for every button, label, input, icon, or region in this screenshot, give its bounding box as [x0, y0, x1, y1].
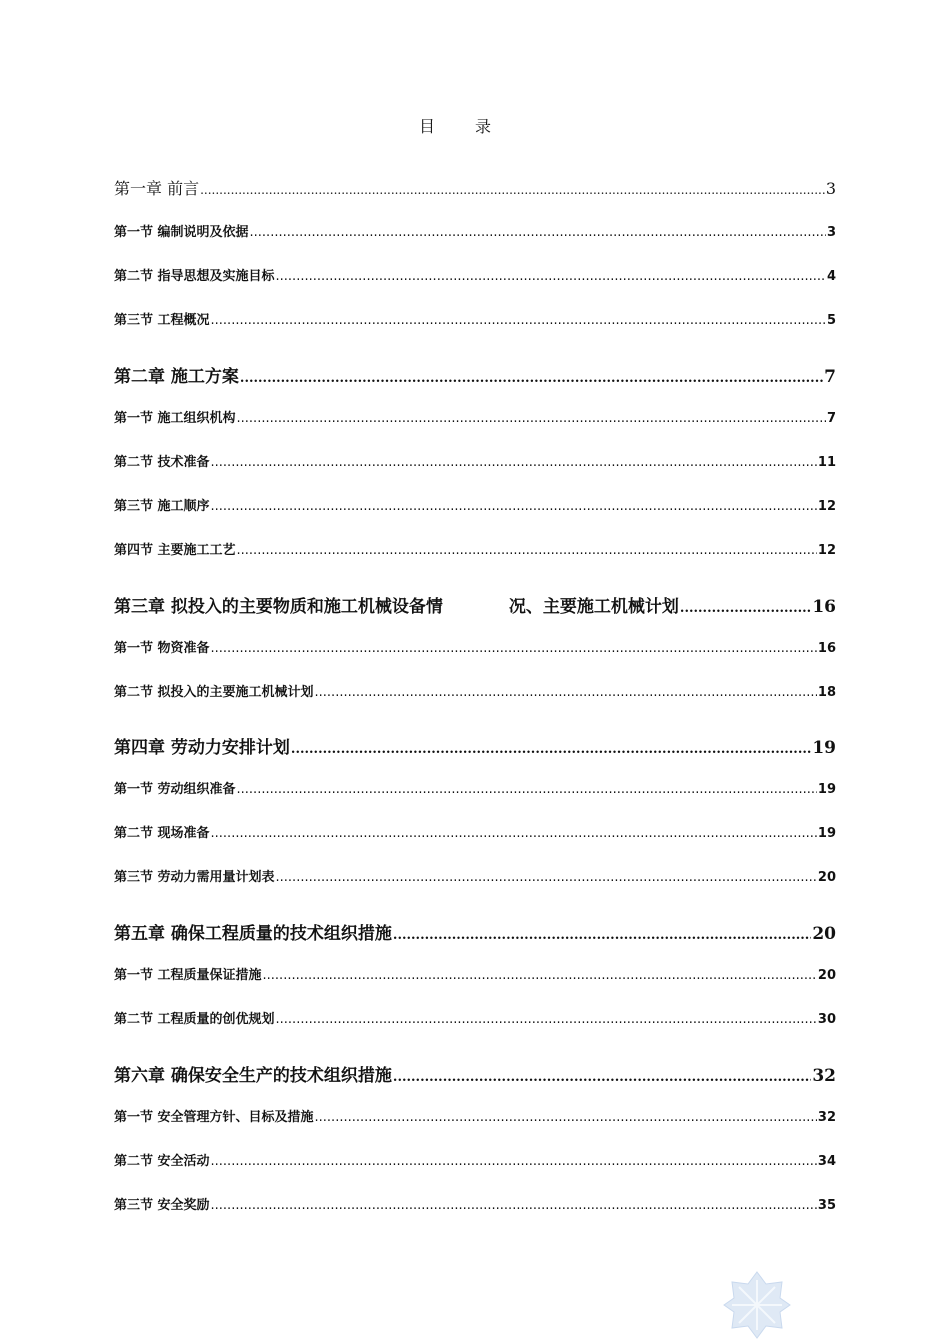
snowflake-watermark-icon [722, 1270, 792, 1340]
toc-entry-page: 12 [817, 499, 836, 514]
dot-leader [250, 225, 826, 240]
dot-leader [393, 1070, 811, 1085]
toc-entry[interactable] [114, 176, 836, 199]
dot-leader [237, 782, 817, 797]
toc-entry[interactable] [114, 637, 836, 656]
toc-entry-page: 19 [817, 782, 836, 797]
dot-leader [211, 826, 817, 841]
toc-entry[interactable] [114, 407, 836, 426]
dot-leader [680, 601, 811, 616]
dot-leader [240, 371, 823, 386]
toc-entry-label-part2: 况、主要施工机械计划 [508, 597, 679, 617]
toc-entry[interactable] [114, 733, 836, 758]
toc-entry-page: 20 [817, 870, 836, 885]
toc-entry-label: 第三节 施工顺序 [114, 499, 210, 514]
toc-entry-label: 第二章 施工方案 [114, 367, 239, 387]
toc-entry[interactable] [114, 919, 836, 944]
toc-entry-label: 第三节 工程概况 [114, 313, 210, 328]
toc-entry-label: 第二节 现场准备 [114, 826, 210, 841]
dot-leader [315, 685, 817, 700]
toc-entry-label: 第一节 物资准备 [114, 641, 210, 656]
toc-entry[interactable] [114, 778, 836, 797]
dot-leader [263, 968, 817, 983]
toc-entry[interactable] [114, 495, 836, 514]
toc-entry-label: 第一节 安全管理方针、目标及措施 [114, 1110, 314, 1125]
toc-entry-label: 第一节 工程质量保证措施 [114, 968, 262, 983]
toc-entry-page: 5 [826, 313, 836, 328]
toc-entry[interactable] [114, 866, 836, 885]
dot-leader [200, 183, 825, 197]
toc-entry-page: 30 [817, 1012, 836, 1027]
toc-entry-page: 32 [812, 1066, 836, 1086]
toc-entry-label: 第四节 主要施工工艺 [114, 543, 236, 558]
toc-entry-label: 第二节 拟投入的主要施工机械计划 [114, 685, 314, 700]
toc-entry-page: 3 [826, 225, 836, 240]
toc-entry-label: 第二节 工程质量的创优规划 [114, 1012, 275, 1027]
toc-entry[interactable] [114, 822, 836, 841]
toc-entry-label: 第三节 劳动力需用量计划表 [114, 870, 275, 885]
toc-entry[interactable] [114, 265, 836, 284]
dot-leader [211, 641, 817, 656]
toc-entry-label: 第一章 前言 [114, 179, 200, 198]
toc-entry-label: 第三节 安全奖励 [114, 1198, 210, 1213]
dot-leader [276, 1012, 817, 1027]
dot-leader [276, 870, 817, 885]
toc-entry[interactable] [114, 964, 836, 983]
toc-entry-page: 20 [812, 924, 836, 944]
toc-entry-page: 18 [817, 685, 836, 700]
toc-entry-page: 11 [817, 455, 836, 470]
toc-entry[interactable] [114, 221, 836, 240]
toc-entry-label: 第一节 劳动组织准备 [114, 782, 236, 797]
toc-entry-label: 第五章 确保工程质量的技术组织措施 [114, 924, 392, 944]
toc-entry[interactable] [114, 539, 836, 558]
dot-leader [211, 455, 817, 470]
toc-entry-label: 第四章 劳动力安排计划 [114, 738, 290, 758]
dot-leader [315, 1110, 817, 1125]
dot-leader [237, 411, 826, 426]
toc-entry-page: 16 [812, 597, 836, 617]
toc-entry[interactable] [114, 592, 836, 617]
toc-title: 目录 [418, 117, 531, 136]
dot-leader [211, 1198, 817, 1213]
dot-leader [211, 499, 817, 514]
dot-leader [211, 313, 826, 328]
dot-leader [393, 928, 811, 943]
toc-entry[interactable] [114, 1150, 836, 1169]
toc-entry-label: 第六章 确保安全生产的技术组织措施 [114, 1066, 392, 1086]
toc-entry[interactable] [114, 1008, 836, 1027]
toc-entry-label: 第一节 编制说明及依据 [114, 225, 249, 240]
toc-entry[interactable] [114, 681, 836, 700]
toc-entry-page: 32 [817, 1110, 836, 1125]
toc-entry[interactable] [114, 362, 836, 387]
toc-entry[interactable] [114, 1061, 836, 1086]
toc-entry-label: 第一节 施工组织机构 [114, 411, 236, 426]
toc-entry-page: 19 [812, 738, 836, 758]
toc-entry-page: 7 [824, 367, 836, 387]
toc-entry-page: 4 [826, 269, 836, 284]
dot-leader [237, 543, 817, 558]
toc-entry-page: 19 [817, 826, 836, 841]
toc-entry-label [114, 592, 679, 617]
dot-leader [291, 742, 811, 757]
toc-entry[interactable] [114, 309, 836, 328]
toc-entry-label: 第二节 技术准备 [114, 455, 210, 470]
toc-entry-page: 34 [817, 1154, 836, 1169]
toc-entry[interactable] [114, 1106, 836, 1125]
toc-entry[interactable] [114, 451, 836, 470]
toc-entry-label-part1: 第三章 拟投入的主要物质和施工机械设备情 [114, 597, 443, 617]
toc-entry-page: 20 [817, 968, 836, 983]
dot-leader [276, 269, 826, 284]
toc-entry[interactable] [114, 1194, 836, 1213]
toc-entry-page: 16 [817, 641, 836, 656]
toc-entry-label: 第二节 指导思想及实施目标 [114, 269, 275, 284]
toc-entry-page: 12 [817, 543, 836, 558]
dot-leader [211, 1154, 817, 1169]
toc-entry-label: 第二节 安全活动 [114, 1154, 210, 1169]
toc-entry-page: 7 [826, 411, 836, 426]
toc-entry-page: 3 [825, 179, 836, 198]
toc-entry-page: 35 [817, 1198, 836, 1213]
